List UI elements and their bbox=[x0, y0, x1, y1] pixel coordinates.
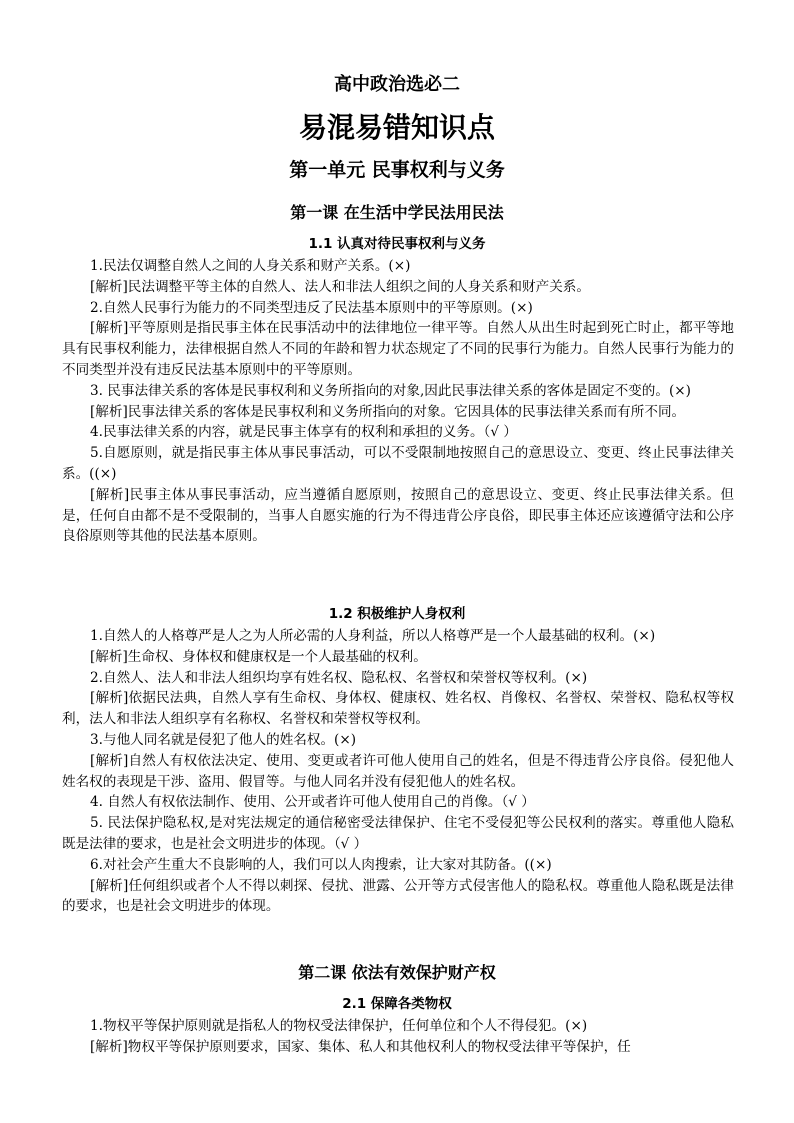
section-2-1-title: 2.1 保障各类物权 bbox=[342, 996, 452, 1012]
paragraph: 1.民法仅调整自然人之间的人身关系和财产关系。(×) bbox=[90, 258, 411, 274]
paragraph: 1.自然人的人格尊严是人之为人所必需的人身利益，所以人格尊严是一个人最基础的权利。(×) bbox=[90, 628, 656, 644]
paragraph: [解析]民事法律关系的客体是民事权利和义务所指向的对象。它因具体的民事法律关系而有所不同。 bbox=[90, 403, 686, 420]
unit-title: 第一单元 民事权利与义务 bbox=[289, 159, 505, 181]
paragraph: [解析]物权平等保护原则要求，国家、集体、私人和其他权利人的物权受法律平等保护，任 bbox=[90, 1038, 631, 1055]
paragraph: [解析]生命权、身体权和健康权是一个人最基础的权利。 bbox=[90, 648, 427, 665]
section-2-1-content bbox=[62, 1016, 734, 1058]
section-1-1-content bbox=[62, 256, 734, 547]
paragraph: 1.物权平等保护原则就是指私人的物权受法律保护，任何单位和个人不得侵犯。(×) bbox=[90, 1018, 588, 1034]
paragraph: 6.对社会产生重大不良影响的人，我们可以人肉搜索，让大家对其防备。((×) bbox=[90, 856, 552, 873]
paragraph: [解析]民法调整平等主体的自然人、法人和非法人组织之间的人身关系和财产关系。 bbox=[90, 278, 590, 295]
paragraph: [解析]任何组织或者个人不得以刺探、侵扰、泄露、公开等方式侵害他人的隐私权。尊重他人隐私既是法律的要求，也是社会文明进步的体现。 bbox=[62, 877, 734, 915]
lesson-1-title: 第一课 在生活中学民法用民法 bbox=[290, 203, 504, 222]
paragraph: 2.自然人民事行为能力的不同类型违反了民法基本原则中的平等原则。(×) bbox=[90, 299, 533, 316]
document-title: 高中政治选必二 bbox=[334, 74, 460, 95]
paragraph: 4.民事法律关系的内容，就是民事主体享有的权利和承担的义务。（√ ） bbox=[90, 424, 517, 441]
paragraph: 4. 自然人有权依法制作、使用、公开或者许可他人使用自己的肖像。（√ ） bbox=[90, 794, 535, 811]
paragraph: [解析]自然人有权依法决定、使用、变更或者许可他人使用自己的姓名，但是不得违背公序良俗。侵犯他人姓名权的表现是干涉、盗用、假冒等。与他人同名并没有侵犯他人的姓名权。 bbox=[62, 752, 734, 790]
section-1-2-content bbox=[62, 626, 734, 917]
section-1-2-title: 1.2 积极维护人身权利 bbox=[328, 606, 466, 622]
paragraph: [解析]依据民法典，自然人享有生命权、身体权、健康权、姓名权、肖像权、名誉权、荣誉权、隐私权等权利，法人和非法人组织享有名称权、名誉权和荣誉权等权利。 bbox=[62, 690, 734, 728]
paragraph: 5. 民法保护隐私权,是对宪法规定的通信秘密受法律保护、住宅不受侵犯等公民权利的落实。尊重他人隐私既是法律的要求，也是社会文明进步的体现。（√ ） bbox=[62, 815, 734, 852]
paragraph: [解析]平等原则是指民事主体在民事活动中的法律地位一律平等。自然人从出生时起到死亡时止，都平等地具有民事权利能力，法律根据自然人不同的年龄和智力状态规定了不同的民事行为能力。自然人民事行为能力的不同类型并没有违反民法基本原则中的平等原则。 bbox=[62, 320, 734, 378]
paragraph: [解析]民事主体从事民事活动，应当遵循自愿原则，按照自己的意思设立、变更、终止民事法律关系。但是，任何自由都不是不受限制的，当事人自愿实施的行为不得违背公序良俗，即民事主体还应该遵循守法和公序良俗原则等其他的民法基本原则。 bbox=[62, 486, 734, 545]
paragraph: 3. 民事法律关系的客体是民事权利和义务所指向的对象,因此民事法律关系的客体是固定不变的。(×) bbox=[90, 382, 691, 399]
paragraph: 2.自然人、法人和非法人组织均享有姓名权、隐私权、名誉权和荣誉权等权利。(×) bbox=[90, 669, 588, 686]
lesson-2-title: 第二课 依法有效保护财产权 bbox=[298, 963, 496, 982]
paragraph: 5.自愿原则，就是指民事主体从事民事活动，可以不受限制地按照自己的意思设立、变更、终止民事法律关系。((×) bbox=[62, 445, 734, 482]
document-subtitle: 易混易错知识点 bbox=[298, 111, 495, 144]
paragraph: 3.与他人同名就是侵犯了他人的姓名权。(×) bbox=[90, 731, 357, 748]
section-1-1-title: 1.1 认真对待民事权利与义务 bbox=[308, 236, 486, 252]
